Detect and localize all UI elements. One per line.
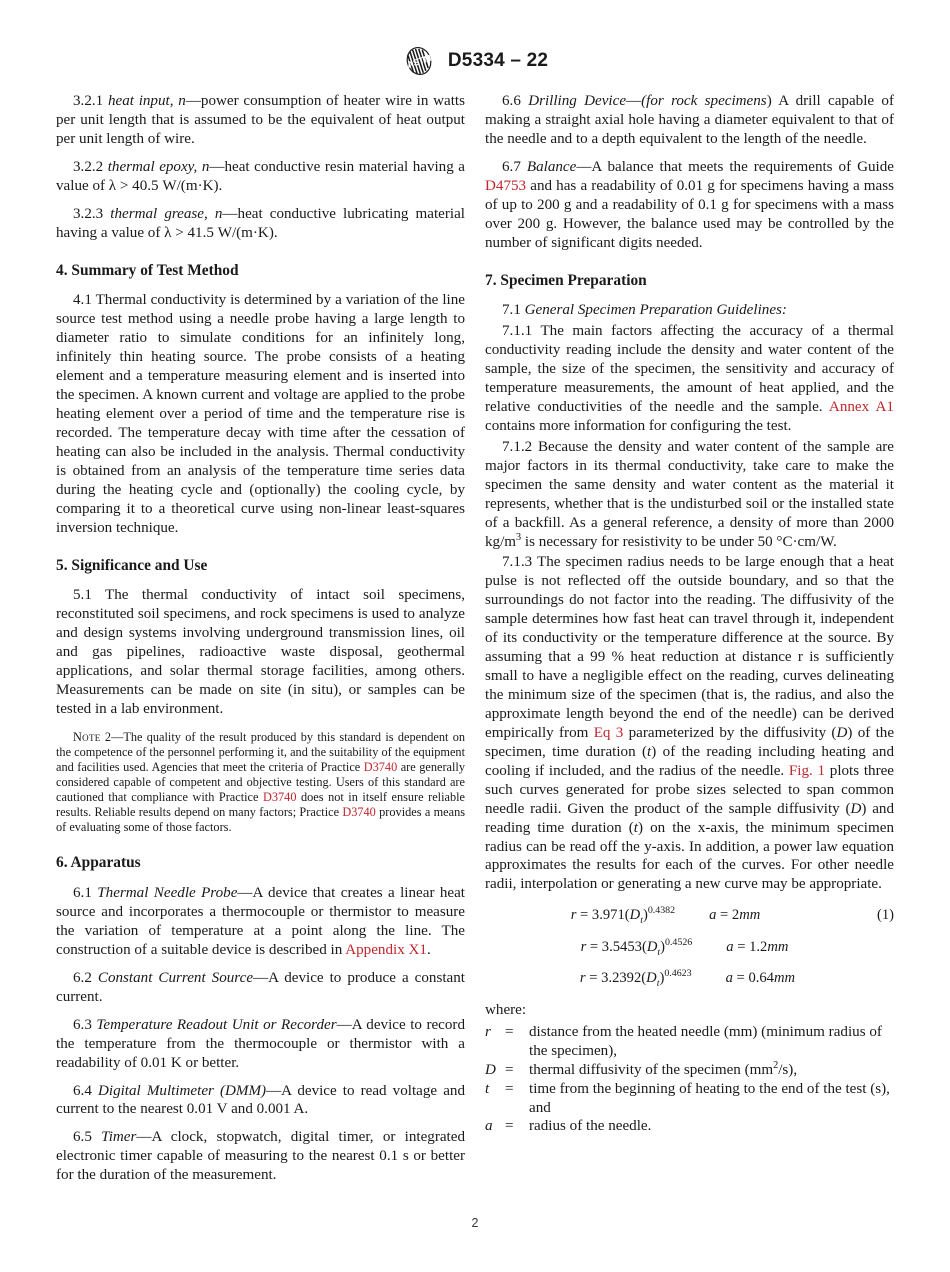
eq2-cond-var: a: [726, 938, 734, 955]
eq3-cond-unit: mm: [773, 970, 796, 987]
paragraph-6-3: [56, 1016, 465, 1073]
where-row-t: [485, 1080, 894, 1118]
para-text: The thermal conductivity of intact soil specimens, reconstituted soil specimens, and rock specimens is used to analyze and design systems involving underground transmission lines, oil and gas pipelines, radioactive waste disposal, geothermal applications, and solar thermal storage facilities, among others. Measurements can be made on site (in situ), or samples can be tested in a lab environment.: [56, 587, 465, 717]
where-equals-r: =: [505, 1023, 514, 1040]
eq1-coefficient: 3.971: [591, 907, 625, 924]
where-symbol-D: D: [485, 1061, 496, 1078]
paragraph-6-5: [56, 1128, 465, 1185]
eq3-exponent: 0.4623: [664, 968, 692, 980]
eq1-cond-unit: mm: [739, 907, 761, 924]
para-text-2: is necessary for resistivity to be under 50 °C·cm/W.: [521, 533, 837, 550]
para-number: 6.2: [73, 969, 92, 986]
para-text-5: plots three such curves generated for probe sizes selected to span common needle radii. Given the product of the sample diffusivity (: [485, 762, 894, 817]
defined-term: Temperature Readout Unit or Recorder: [96, 1016, 337, 1033]
equation-3-condition: [726, 970, 795, 988]
where-def-D-pre: thermal diffusivity of the specimen (mm: [529, 1061, 774, 1078]
heading-section-4: 4. Summary of Test Method: [56, 261, 239, 279]
para-text-1: —A balance that meets the requirements of Guide: [576, 158, 894, 175]
where-symbol-t: t: [485, 1080, 490, 1097]
where-row-D: [485, 1061, 894, 1080]
eq1-cond-equals: =: [720, 907, 729, 924]
para-number: 5.1: [73, 587, 92, 604]
eq2-coefficient: 3.5453: [601, 938, 642, 955]
para-number: 7.1.2: [502, 438, 533, 455]
paragraph-7-1-1: [485, 322, 894, 436]
where-definition-r: distance from the heated needle (mm) (minimum radius of the specimen),: [529, 1023, 882, 1059]
para-text: —power consumption of heater wire in watts per unit length that is assumed to be the equivalent of heat output per unit length of wire.: [56, 93, 466, 147]
paragraph-3-2-1: [56, 92, 465, 149]
defined-term: thermal grease, n: [110, 205, 223, 222]
paragraph-5-1: [56, 586, 465, 719]
para-text: —A device to produce a constant current.: [56, 969, 465, 1005]
eq1-equals: =: [580, 907, 589, 924]
para-text-4: ) of the reading including heating and cooling if included, and the radius of the needle.: [485, 743, 894, 779]
page-number: 2: [471, 1216, 479, 1230]
para-text: —A device to record the temperature from the thermocouple or thermistor with a readability of 0.01 K or better.: [56, 1016, 465, 1071]
para-text-2: contains more information for configuring the test.: [485, 417, 792, 434]
reference-eq-3[interactable]: Eq 3: [593, 724, 624, 741]
where-equals-D: =: [505, 1061, 514, 1078]
eq3-equals: =: [589, 970, 598, 987]
equation-row-3: [485, 970, 894, 988]
right-column: [485, 92, 894, 1136]
where-label: where:: [485, 1001, 527, 1018]
para-text-3: ) of the specimen, time duration (: [485, 724, 895, 760]
defined-term: Constant Current Source: [97, 969, 254, 986]
note-text-2: are generally considered capable of competent and objective testing. Users of this standard are cautioned that compliance with Practice: [56, 760, 465, 805]
reference-annex-a1[interactable]: Annex A1: [828, 398, 894, 415]
eq2-base-var: D: [646, 938, 658, 955]
equation-row-1: [485, 907, 894, 925]
para-text: ) A drill capable of making a straight axial hole having a diameter equivalent to that of the needle and to a depth equivalent to the length of the needle.: [485, 93, 894, 147]
eq3-paren-close: ): [659, 970, 665, 987]
defined-term: Balance: [526, 158, 577, 175]
where-symbol-a: a: [485, 1118, 493, 1135]
paragraph-6-2: [56, 969, 465, 1007]
defined-term-parenthetical: (for rock specimens: [641, 93, 767, 109]
eq1-base-var: D: [629, 907, 641, 924]
paragraph-7-1-3: [485, 553, 894, 894]
variable-t: t: [647, 743, 652, 760]
eq3-cond-var: a: [725, 970, 733, 987]
where-definition-a: radius of the needle.: [529, 1118, 652, 1135]
eq1-cond-var: a: [709, 907, 717, 924]
equation-number: (1): [876, 907, 894, 924]
eq2-cond-equals: =: [737, 938, 746, 955]
para-text-2: .: [426, 941, 431, 958]
eq3-base-var: D: [646, 970, 657, 987]
defined-term: Thermal Needle Probe: [97, 885, 238, 902]
where-def-D-sup: 2: [773, 1059, 779, 1071]
reference-d3740-2[interactable]: D3740: [263, 790, 297, 805]
eq2-exponent: 0.4526: [665, 936, 693, 948]
para-number: 7.1: [502, 302, 521, 319]
paragraph-7-1-2: [485, 438, 894, 552]
note-label: Note: [73, 729, 101, 744]
reference-appendix-x1[interactable]: Appendix X1: [345, 941, 427, 958]
left-column: [56, 92, 465, 1185]
para-number: 6.5: [73, 1129, 92, 1146]
equation-row-2: [485, 936, 894, 958]
defined-term: Digital Multimeter (DMM): [97, 1082, 267, 1099]
para-text-1: The main factors affecting the accuracy of a thermal conductivity reading include the density and water content of the sample, the size of the specimen, the sensitivity and accuracy of temperature measurements, the amount of heat applied, and the relative conductivities of the needle and the sample.: [485, 323, 894, 415]
para-number: 3.2.3: [73, 205, 104, 222]
eq2-cond-value: 1.2: [749, 938, 768, 955]
paragraph-7-1: [485, 301, 894, 320]
where-row-r: [485, 1023, 894, 1061]
para-number: 6.4: [73, 1082, 92, 1099]
eq2-paren-close: ): [660, 938, 665, 955]
note-text-3: does not in itself ensure reliable results. Reliable results depend on many factors; Practice: [56, 790, 465, 820]
defined-term: Drilling Device: [528, 93, 627, 109]
para-text: —A device to read voltage and current to the nearest 0.01 V and 0.001 A.: [56, 1082, 465, 1118]
paragraph-4-1: [56, 291, 465, 537]
reference-fig-1[interactable]: Fig. 1: [788, 762, 826, 779]
eq1-cond-value: 2: [731, 907, 740, 924]
eq2-cond-unit: mm: [767, 938, 789, 955]
eq1-exponent: 0.4382: [647, 905, 676, 917]
svg-text:ASTM: ASTM: [405, 52, 433, 71]
para-text-1: Because the density and water content of the sample are major factors in its thermal conductivity, take care to make the specimen the same density and water content as the material it represents, whether that is the undisturbed soil or the installed state of a backfill. As a general reference, a density of more than 2000 kg/m: [485, 438, 895, 550]
note-text-4: provides a means of evaluating some of those factors.: [56, 805, 465, 835]
para-number: 7.1.3: [502, 554, 533, 571]
where-symbol-r: r: [485, 1023, 491, 1040]
para-number: 6.1: [73, 885, 92, 902]
paragraph-6-7: [485, 158, 894, 253]
where-equals-a: =: [505, 1118, 514, 1135]
eq2-equals: =: [589, 938, 599, 955]
eq1-paren-close: ): [642, 907, 648, 924]
defined-term: General Specimen Preparation Guidelines:: [524, 302, 787, 319]
para-text: —heat conductive resin material having a value of λ > 40.5 W/(m·K).: [56, 158, 465, 194]
eq1-paren-open: (: [624, 907, 630, 924]
heading-section-6: 6. Apparatus: [56, 854, 141, 872]
equation-2-condition: [726, 939, 788, 957]
para-number: 7.1.1: [502, 323, 533, 340]
page-header: [0, 44, 950, 78]
superscript-exponent: 3: [516, 531, 522, 543]
para-number: 3.2.2: [73, 158, 104, 175]
where-definitions-table: [485, 1023, 894, 1137]
para-number: 6.6: [502, 93, 521, 109]
para-text: —heat conductive lubricating material having a value of λ > 41.5 W/(m·K).: [56, 205, 465, 241]
equation-block: [485, 907, 894, 988]
paragraph-6-4: [56, 1082, 465, 1120]
defined-term: thermal epoxy, n: [107, 158, 210, 175]
where-definition-t: time from the beginning of heating to the end of the test (s), and: [529, 1080, 890, 1116]
eq3-base-sub: t: [656, 978, 660, 990]
eq3-paren-open: (: [641, 970, 647, 987]
eq3-lhs: r: [579, 970, 586, 987]
heading-section-7: 7. Specimen Preparation: [485, 271, 647, 289]
para-number: 4.1: [73, 292, 92, 309]
eq3-cond-equals: =: [736, 970, 745, 987]
eq2-base-sub: t: [657, 946, 661, 958]
para-number: 6.3: [73, 1016, 92, 1033]
astm-logo: [402, 44, 436, 78]
paragraph-3-2-3: [56, 205, 465, 243]
equation-3-expression: [580, 970, 692, 988]
para-text-2: parameterized by the diffusivity (: [623, 724, 837, 741]
eq2-paren-open: (: [641, 938, 647, 955]
note-2: [56, 730, 465, 835]
paragraph-3-2-2: [56, 158, 465, 196]
note-text-1: —The quality of the result produced by this standard is dependent on the competence of the personnel performing it, and the suitability of the equipment and facilities used. Agencies that meet the criteria of Practice: [56, 729, 466, 774]
variable-t-2: t: [633, 819, 638, 836]
where-equals-t: =: [505, 1080, 514, 1097]
para-text-1: The specimen radius needs to be large enough that a heat pulse is not reflected off the outside boundary, and so that the surroundings do not factor into the reading. The diffusivity of the sample determines how fast heat can travel through it, independent of its conductivity or the temperature difference at the source. By assuming that a 99 % heat reduction at distance r is sufficiently small to have a negligible effect on the reading, curves delineating the minimum size of the specimen (that is, the radius, and also the approximate length beyond the end of the needle) can be derived empirically from: [485, 554, 894, 741]
heading-section-5: 5. Significance and Use: [56, 556, 208, 574]
eq2-lhs: r: [580, 938, 587, 955]
para-text: —A clock, stopwatch, digital timer, or integrated electronic timer capable of measuring to the nearest 0.1 s or better for the duration of the measurement.: [56, 1129, 465, 1184]
page-footer: [0, 1216, 950, 1230]
where-definition-D: [529, 1061, 894, 1080]
para-text-2: and has a readability of 0.01 g for specimens having a mass of up to 200 g and a readability of 0.1 g for specimens with a mass over 200 g. However, the balance used may be controlled by the number of significant digits needed.: [485, 177, 894, 251]
para-text-1: —A device that creates a linear heat source and incorporates a thermocouple or thermistor to measure the variation of temperature at a point along the line. The construction of a suitable device is described in: [56, 885, 465, 958]
reference-d4753[interactable]: D4753: [485, 177, 527, 194]
reference-d3740-1[interactable]: D3740: [363, 760, 398, 774]
para-number: 6.7: [502, 158, 521, 175]
where-row-a: [485, 1117, 894, 1136]
eq1-base-sub: t: [640, 915, 643, 927]
reference-d3740-3[interactable]: D3740: [342, 805, 376, 820]
eq1-lhs: r: [570, 907, 577, 924]
variable-D: D: [836, 724, 848, 741]
note-number: 2: [104, 729, 112, 744]
para-text-7: ) on the x-axis, the minimum specimen radius can be read off the y-axis. In addition, a power law equation approximates the results for each of the curves. For other needle radii, interpolation or generating a new curve may be appropriate.: [485, 819, 894, 893]
defined-term: Timer: [101, 1129, 137, 1146]
standard-designation: D5334 – 22: [447, 50, 549, 71]
where-def-D-post: /s),: [778, 1061, 798, 1078]
para-text-6: ) and reading time duration (: [485, 800, 895, 836]
defined-term: heat input, n: [107, 93, 186, 109]
para-number: 3.2.1: [73, 93, 104, 109]
paragraph-6-6: 6.6 Drilling Device—(for rock specimens) A drill capable of making a straight axial hole having a diameter equivalent to that of the needle and to a depth equivalent to the length of the needle.: [485, 93, 894, 147]
equation-2-expression: [580, 936, 693, 958]
equation-1-condition: [709, 907, 760, 925]
equation-1-expression: [571, 907, 675, 925]
eq3-coefficient: 3.2392: [601, 970, 642, 987]
paragraph-6-1: [56, 884, 465, 960]
variable-D-2: D: [850, 800, 862, 817]
para-text: Thermal conductivity is determined by a variation of the line source test method using a needle probe having a large length to diameter ratio to simulate conditions for an infinitely long, infinitely thin heating source. The probe consists of a heating element and a temperature measuring element and is inserted into the specimen. A known current and voltage are applied to the probe heating element over a period of time and the temperature rise is recorded. The temperature decay with time after the cessation of heating can also be included in the analysis. Thermal conductivity is obtained from an analysis of the temperature time series data during the heating cycle and (optionally) the cooling cycle, by comparing it to a theoretical curve using non-linear least-squares inversion technique.: [56, 292, 465, 536]
eq3-cond-value: 0.64: [748, 970, 774, 987]
